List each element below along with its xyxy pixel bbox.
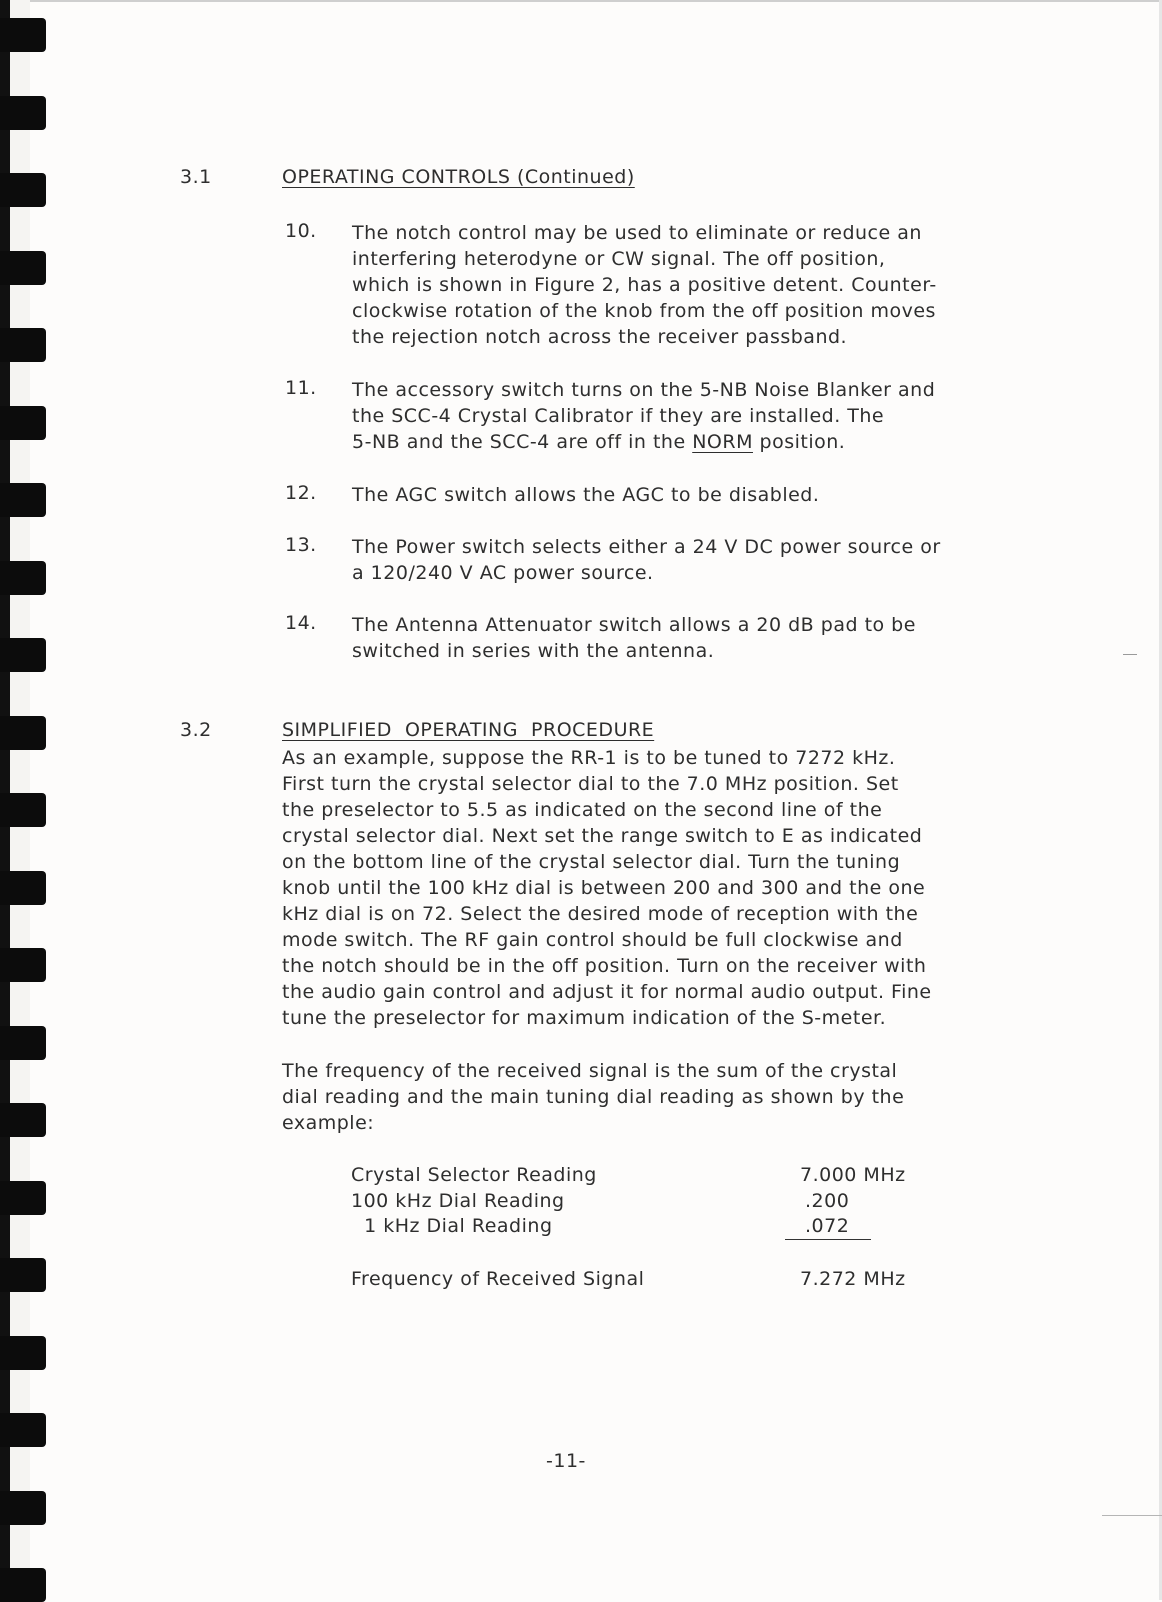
table-row-value: .200 bbox=[805, 1190, 850, 1212]
text-line: First turn the crystal selector dial to the 7.0 MHz position. Set bbox=[282, 773, 899, 795]
section-number: 3.2 bbox=[180, 719, 212, 741]
text-line: crystal selector dial. Next set the range switch to E as indicated bbox=[282, 825, 923, 847]
page-number: -11- bbox=[546, 1450, 586, 1472]
table-row-label: 1 kHz Dial Reading bbox=[351, 1215, 553, 1237]
text-fragment: position. bbox=[752, 431, 846, 453]
text-line: The frequency of the received signal is the sum of the crystal bbox=[282, 1060, 898, 1082]
table-row-label: Crystal Selector Reading bbox=[351, 1164, 597, 1186]
paragraph bbox=[282, 1058, 1042, 1136]
text-line: the audio gain control and adjust it for normal audio output. Fine bbox=[282, 981, 932, 1003]
item-text bbox=[352, 220, 1052, 350]
text-line: the SCC-4 Crystal Calibrator if they are installed. The bbox=[352, 405, 885, 427]
text-line: the rejection notch across the receiver passband. bbox=[352, 326, 848, 348]
section-number: 3.1 bbox=[180, 166, 212, 188]
text-line: a 120/240 V AC power source. bbox=[352, 562, 654, 584]
item-text bbox=[352, 482, 1052, 508]
text-fragment: 5-NB and the SCC-4 are off in the bbox=[352, 431, 693, 453]
section-title: SIMPLIFIED OPERATING PROCEDURE bbox=[282, 719, 655, 741]
text-line: tune the preselector for maximum indication of the S-meter. bbox=[282, 1007, 887, 1029]
text-line: As an example, suppose the RR-1 is to be tuned to 7272 kHz. bbox=[282, 747, 896, 769]
text-line: switched in series with the antenna. bbox=[352, 640, 715, 662]
text-line: The accessory switch turns on the 5-NB Noise Blanker and bbox=[352, 379, 936, 401]
text-line: kHz dial is on 72. Select the desired mode of reception with the bbox=[282, 903, 919, 925]
item-number: 11. bbox=[285, 377, 317, 399]
table-row-value: .072 bbox=[805, 1215, 850, 1237]
section-title: OPERATING CONTROLS (Continued) bbox=[282, 166, 635, 188]
text-line: dial reading and the main tuning dial reading as shown by the bbox=[282, 1086, 905, 1108]
text-line: which is shown in Figure 2, has a positive detent. Counter- bbox=[352, 274, 937, 296]
text-line: on the bottom line of the crystal selector dial. Turn the tuning bbox=[282, 851, 901, 873]
text-line: The AGC switch allows the AGC to be disabled. bbox=[352, 484, 820, 506]
text-line: the preselector to 5.5 as indicated on the second line of the bbox=[282, 799, 883, 821]
text-line: The Power switch selects either a 24 V DC power source or bbox=[352, 536, 941, 558]
item-number: 12. bbox=[285, 482, 317, 504]
text-line: interfering heterodyne or CW signal. The off position, bbox=[352, 248, 886, 270]
text-line: knob until the 100 kHz dial is between 200 and 300 and the one bbox=[282, 877, 926, 899]
table-row-value: 7.000 MHz bbox=[800, 1164, 906, 1186]
table-row-label: 100 kHz Dial Reading bbox=[351, 1190, 565, 1212]
sum-underline bbox=[785, 1239, 871, 1240]
item-number: 14. bbox=[285, 612, 317, 634]
text-line: the notch should be in the off position. Turn on the receiver with bbox=[282, 955, 927, 977]
item-number: 13. bbox=[285, 534, 317, 556]
total-value: 7.272 MHz bbox=[800, 1268, 906, 1290]
total-label: Frequency of Received Signal bbox=[351, 1268, 645, 1290]
text-line bbox=[352, 429, 1052, 455]
item-text bbox=[352, 612, 1052, 664]
item-text bbox=[352, 534, 1052, 586]
text-line: example: bbox=[282, 1112, 375, 1134]
text-line: mode switch. The RF gain control should be full clockwise and bbox=[282, 929, 903, 951]
text-line: clockwise rotation of the knob from the off position moves bbox=[352, 300, 936, 322]
underlined-term: NORM bbox=[692, 431, 753, 453]
item-number: 10. bbox=[285, 220, 317, 242]
paragraph bbox=[282, 745, 1042, 1031]
text-line: The Antenna Attenuator switch allows a 20 dB pad to be bbox=[352, 614, 916, 636]
text-line: The notch control may be used to eliminate or reduce an bbox=[352, 222, 922, 244]
item-text bbox=[352, 377, 1052, 455]
